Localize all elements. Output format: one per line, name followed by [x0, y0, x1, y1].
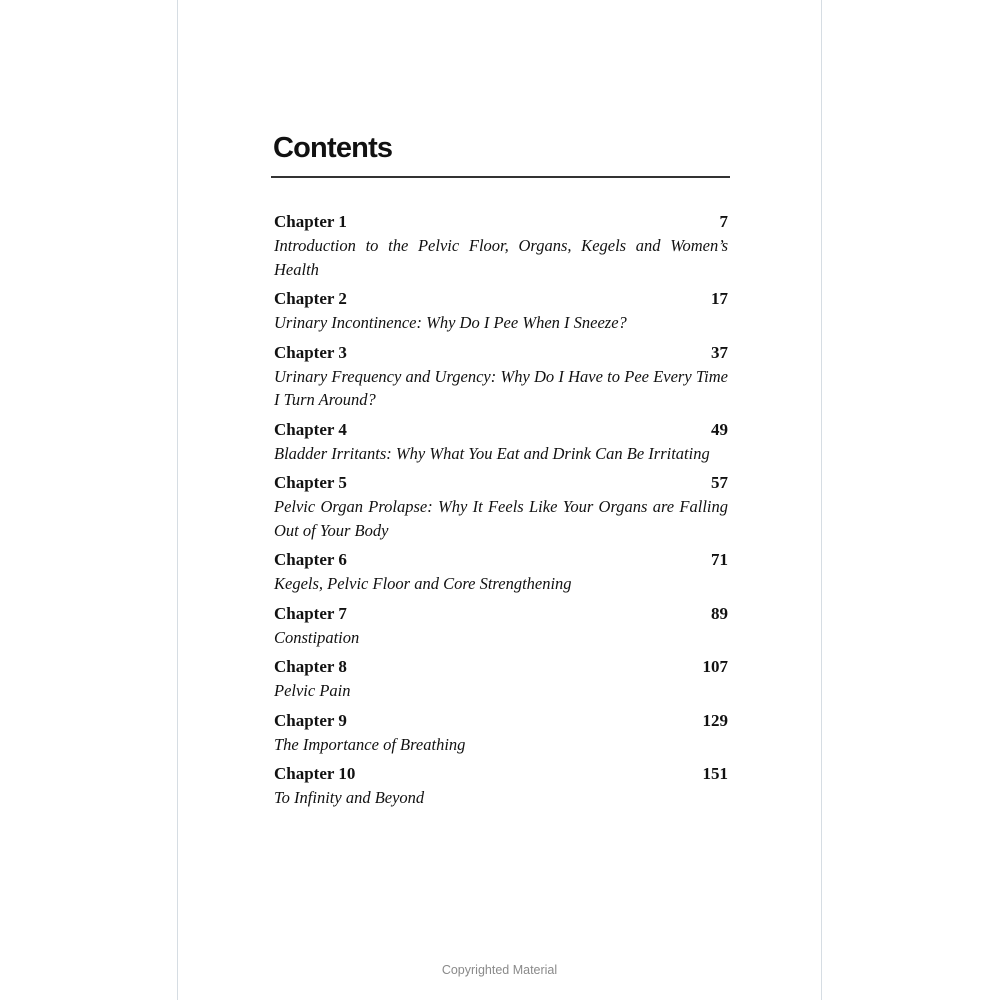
chapter-title: Urinary Frequency and Urgency: Why Do I Have to Pee Every Time I Turn Around?	[274, 366, 728, 409]
page-number: 57	[711, 473, 728, 492]
toc-entry	[274, 709, 728, 757]
page-number: 129	[702, 710, 728, 730]
chapter-label: Chapter 3	[274, 342, 347, 362]
chapter-title: The Importance of Breathing	[274, 734, 466, 754]
page-number: 7	[719, 212, 728, 231]
book-page	[177, 0, 822, 1000]
contents-heading: Contents	[273, 132, 393, 164]
heading-rule	[271, 176, 730, 178]
chapter-label: Chapter 9	[274, 710, 347, 730]
toc-entry	[274, 471, 728, 542]
page-number: 151	[702, 764, 728, 783]
chapter-title: Constipation	[274, 627, 360, 647]
page-number: 17	[711, 289, 728, 308]
toc-entry	[274, 210, 728, 281]
chapter-title: Urinary Incontinence: Why Do I Pee When I Sneeze?	[274, 313, 627, 332]
toc-entry	[274, 287, 728, 335]
chapter-title: Kegels, Pelvic Floor and Core Strengthening	[274, 574, 572, 593]
chapter-label: Chapter 2	[274, 289, 347, 308]
page-number: 71	[711, 550, 728, 569]
chapter-label: Chapter 4	[274, 419, 347, 439]
toc-entry	[274, 341, 728, 412]
chapter-label: Chapter 7	[274, 603, 347, 623]
toc-entry	[274, 655, 728, 703]
copyright-footer: Copyrighted Material	[441, 963, 558, 977]
toc-entry	[274, 418, 728, 466]
chapter-label: Chapter 1	[274, 212, 347, 231]
page-number: 107	[702, 657, 728, 676]
toc-entry	[274, 762, 728, 810]
chapter-title: Pelvic Organ Prolapse: Why It Feels Like Your Organs are Falling Out of Your Body	[274, 497, 728, 540]
page-number: 89	[711, 603, 728, 623]
chapter-title: Introduction to the Pelvic Floor, Organs, Kegels and Women’s Health	[274, 236, 728, 279]
page-number: 37	[711, 342, 728, 362]
chapter-title: To Infinity and Beyond	[274, 788, 425, 807]
page-number: 49	[711, 419, 728, 439]
chapter-title: Bladder Irritants: Why What You Eat and Drink Can Be Irritating	[274, 443, 710, 463]
chapter-label: Chapter 8	[274, 657, 347, 676]
chapter-label: Chapter 5	[274, 473, 347, 492]
toc-entry	[274, 548, 728, 596]
chapter-label: Chapter 6	[274, 550, 347, 569]
chapter-label: Chapter 10	[274, 764, 356, 783]
toc-entry	[274, 602, 728, 650]
chapter-title: Pelvic Pain	[274, 681, 351, 700]
table-of-contents	[274, 210, 728, 816]
